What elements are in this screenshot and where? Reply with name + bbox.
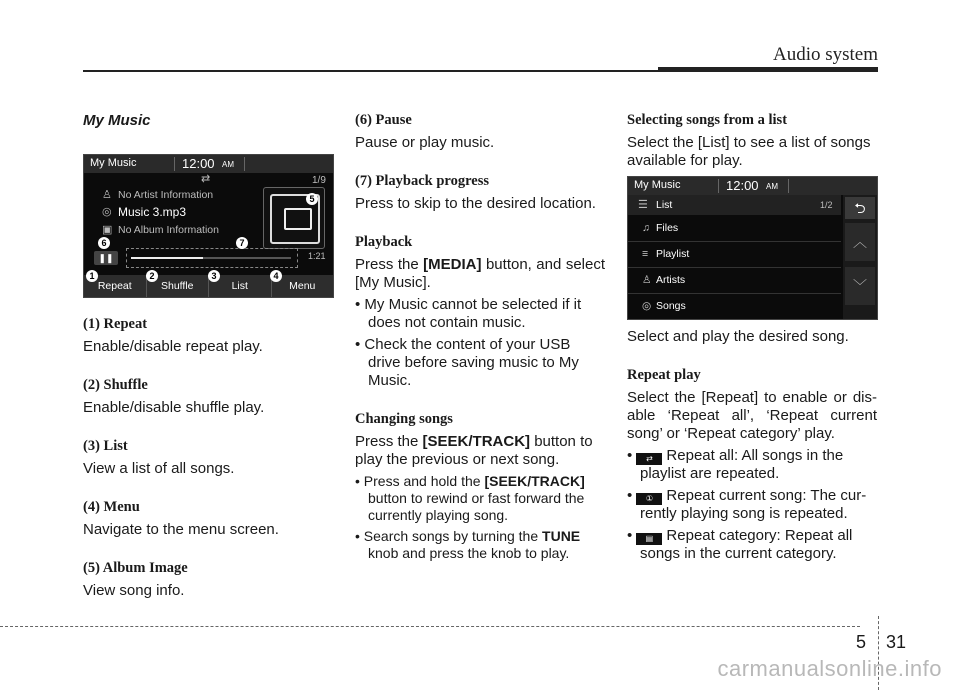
header-title: Audio system [772,44,878,65]
select-heading: Selecting songs from a list [627,112,788,128]
callout-3: 3 [208,270,220,282]
list-page: 1/2 [820,200,833,210]
item-text: View song info. [83,582,185,599]
clock-ampm: AM [766,182,778,191]
item-title: (4) Menu [83,499,140,515]
list-item: • Check the content of your USB drive before saving music to My Music. [355,336,579,389]
screen-title: My Music [90,157,137,169]
screen-top-bar [628,177,877,195]
list-item: • Search songs by turning the TUNE knob and press the knob to play. [355,528,581,561]
music-note-icon: ♫ [642,222,650,234]
music-folder-icon [284,208,312,230]
item-title: (1) Repeat [83,316,148,332]
scroll-up-button[interactable] [845,223,875,261]
list-screen [627,176,878,320]
screen-top-bar [84,155,333,173]
select-after-text: Select and play the desired song. [627,328,849,345]
list-icon: ☰ [638,199,648,211]
progress-heading: (7) Playback progress [355,173,489,189]
callout-7: 7 [236,237,248,249]
list-row-songs[interactable]: ◎ Songs [628,294,841,319]
repeat-text: Select the [Repeat] to enable or dis-able ‘Repeat all’, ‘Repeat current song’ or ‘Repeat category’ play. [627,389,877,442]
section-heading-my-music: My Music [83,112,151,129]
playlist-icon: ≡ [642,248,649,260]
changing-text: Press the [SEEK/TRACK] button to play the previous or next song. [355,433,593,468]
clock-time: 12:00 [726,178,759,193]
person-icon: ♙ [102,189,112,201]
chapter-number: 5 [856,632,867,652]
list-row-artists[interactable]: ♙ Artists [628,268,841,294]
item-title: (3) List [83,438,128,454]
item-text: Navigate to the menu screen. [83,521,279,538]
item-title: (5) Album Image [83,560,188,576]
list-item: • ① Repeat current song: The cur-rently playing song is repeated. [627,487,867,522]
column-2 [355,112,605,583]
progress-fill [131,257,203,259]
repeat-heading: Repeat play [627,367,701,383]
screen-title: My Music [634,179,681,191]
list-item: • ▤ Repeat category: Repeat all songs in the current category. [627,527,853,562]
playback-text: Press the [MEDIA] button, and select [My Music]. [355,256,605,291]
callout-1: 1 [86,270,98,282]
list-row-files[interactable]: ♫ Files [628,216,841,242]
list-item: • Press and hold the [SEEK/TRACK] button to rewind or fast forward the currently playing song. [355,473,585,523]
chevron-down-icon: ﹀ [853,278,867,294]
shuffle-button[interactable]: Shuffle [147,275,210,297]
item-title: (2) Shuffle [83,377,148,393]
clock-ampm: AM [222,160,234,169]
footer-rule [0,626,860,627]
column-3 [627,112,877,170]
back-arrow-icon: ⮌ [854,200,866,216]
person-icon: ♙ [642,274,652,286]
repeat-category-icon: ▤ [636,533,662,545]
list-header [628,195,841,215]
repeat-all-icon: ⇄ [636,453,662,465]
repeat-button[interactable]: Repeat [84,275,147,297]
header-rule-accent [658,67,878,72]
pause-icon: ❚❚ [98,253,114,263]
playback-progress[interactable] [126,248,298,268]
album-info: No Album Information [118,224,219,236]
item-text: Enable/disable shuffle play. [83,399,265,416]
watermark: carmanualsonline.info [717,656,942,681]
list-button[interactable]: List [209,275,272,297]
disc-icon: ◎ [102,206,112,218]
item-text: View a list of all songs. [83,460,235,477]
pause-text: Pause or play music. [355,134,495,151]
column-1-items [83,316,333,621]
side-controls [843,195,877,319]
back-button[interactable] [845,197,875,219]
progress-text: Press to skip to the desired location. [355,195,596,212]
list-label: List [656,199,673,211]
select-text: Select the [List] to see a list of songs available for play. [627,134,871,169]
album-icon: ▣ [102,224,113,236]
list-item: • My Music cannot be selected if it does not contain music. [355,296,582,331]
list-row-playlist[interactable]: ≡ Playlist [628,242,841,268]
item-text: Enable/disable repeat play. [83,338,263,355]
elapsed-time: 1:21 [308,251,326,261]
page-number: 31 [886,632,907,652]
playback-heading: Playback [355,234,413,250]
disc-icon: ◎ [642,300,652,312]
callout-6: 6 [98,237,110,249]
callout-5: 5 [306,193,318,205]
chevron-up-icon: ︿ [853,234,867,250]
pause-button[interactable] [94,251,118,265]
my-music-screen [83,154,334,298]
media-key: [MEDIA] [423,256,482,273]
artist-info: No Artist Information [118,189,214,201]
changing-heading: Changing songs [355,411,453,427]
track-count: 1/9 [312,175,326,186]
callout-2: 2 [146,270,158,282]
column-3-lower [627,328,877,567]
repeat-icon[interactable]: ⇄ [201,173,211,185]
column-1 [83,112,333,135]
pause-heading: (6) Pause [355,112,412,128]
scroll-down-button[interactable] [845,267,875,305]
repeat-one-icon: ① [636,493,662,505]
song-title: Music 3.mp3 [118,205,187,219]
clock-time: 12:00 [182,156,215,171]
list-item: • ⇄ Repeat all: All songs in the playlist are repeated. [627,447,844,482]
menu-button[interactable]: Menu [289,280,316,292]
callout-4: 4 [270,270,282,282]
